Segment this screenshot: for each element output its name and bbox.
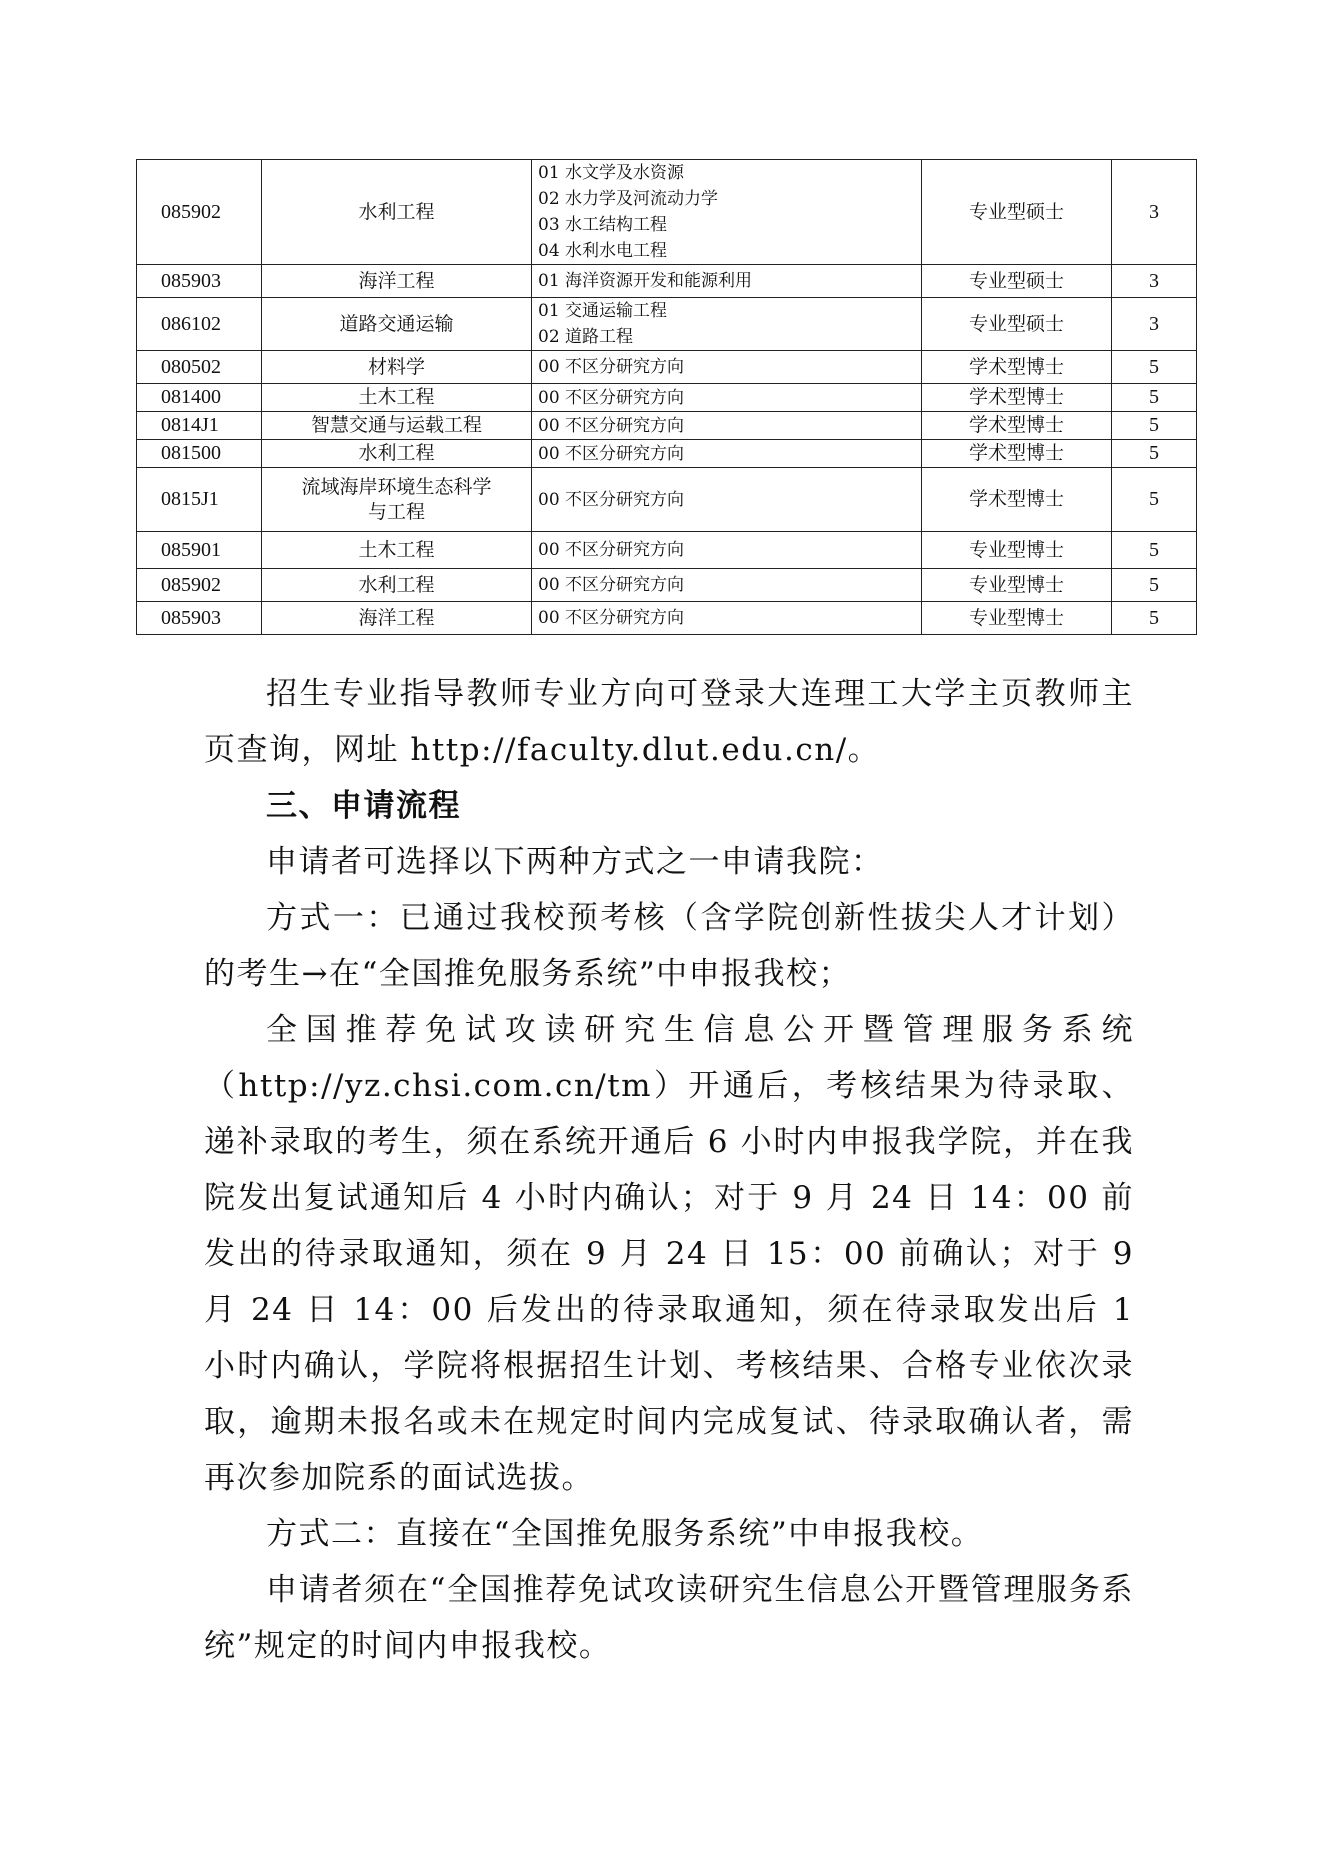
research-direction-line: 00 不区分研究方向 (538, 575, 685, 595)
duration-years-cell: 3 (1112, 265, 1197, 298)
major-name-line: 水利工程 (358, 573, 435, 596)
table-row (137, 160, 1197, 265)
research-direction-line: 01 交通运输工程 (538, 301, 668, 321)
major-name-cell (262, 468, 532, 532)
table-row (137, 412, 1197, 440)
research-direction-line: 00 不区分研究方向 (538, 540, 685, 560)
table-row (137, 569, 1197, 602)
research-direction-line: 00 不区分研究方向 (538, 443, 685, 464)
duration-years-cell: 5 (1112, 602, 1197, 635)
research-direction-cell (532, 351, 922, 384)
body-text (204, 666, 1134, 1674)
degree-type-cell: 专业型博士 (922, 569, 1112, 602)
research-direction-line: 02 道路工程 (538, 327, 634, 347)
major-name-cell (262, 351, 532, 384)
major-code-cell: 080502 (137, 351, 262, 384)
research-direction-line: 02 水力学及河流动力学 (538, 189, 719, 209)
research-direction-line: 00 不区分研究方向 (538, 608, 685, 628)
table-row (137, 468, 1197, 532)
major-name-line: 土木工程 (358, 386, 435, 408)
degree-type-cell: 专业型博士 (922, 602, 1112, 635)
major-name-line: 水利工程 (358, 442, 435, 464)
degree-type-cell: 学术型博士 (922, 384, 1112, 412)
major-code-cell: 086102 (137, 298, 262, 351)
major-name-cell (262, 440, 532, 468)
degree-type-cell: 学术型博士 (922, 351, 1112, 384)
duration-years-cell: 5 (1112, 351, 1197, 384)
research-direction-cell (532, 298, 922, 351)
major-name-cell (262, 160, 532, 265)
major-name-line: 与工程 (367, 500, 425, 523)
table-row (137, 440, 1197, 468)
research-direction-cell (532, 532, 922, 569)
research-direction-cell (532, 384, 922, 412)
intro-paragraph: 申请者可选择以下两种方式之一申请我院： (266, 844, 884, 880)
major-name-line: 土木工程 (358, 538, 435, 561)
method1-paragraph: 方式一：已通过我校预考核（含学院创新性拔尖人才计划）的考生→在“全国推免服务系统”中申报我校； (204, 900, 1134, 992)
table-row (137, 351, 1197, 384)
degree-type-cell: 专业型硕士 (922, 298, 1112, 351)
method1-detail-paragraph: 全国推荐免试攻读研究生信息公开暨管理服务系统（http://yz.chsi.com.cn/tm）开通后，考核结果为待录取、递补录取的考生，须在系统开通后 6 小时内申报我学院，并在我院发出复试通知后 4 小时内确认；对于 9 月 24 日 14：00 前发出的待录取通知，须在 9 月 24 日 15：00 前确认；对于 9 月 24 日 14：00 后发出的待录取通知，须在待录取发出后 1 小时内确认，学院将根据招生计划、考核结果、合格专业依次录取，逾期未报名或未在规定时间内完成复试、待录取确认者，需再次参加院系的面试选拔。 (204, 1012, 1134, 1496)
research-direction-cell (532, 602, 922, 635)
major-name-cell (262, 569, 532, 602)
duration-years-cell: 5 (1112, 440, 1197, 468)
duration-years-cell: 5 (1112, 569, 1197, 602)
method2-paragraph: 方式二：直接在“全国推免服务系统”中申报我校。 (266, 1516, 984, 1552)
duration-years-cell: 3 (1112, 298, 1197, 351)
degree-type-cell: 专业型硕士 (922, 160, 1112, 265)
duration-years-cell: 5 (1112, 532, 1197, 569)
duration-years-cell: 5 (1112, 468, 1197, 532)
research-direction-line: 04 水利水电工程 (538, 241, 668, 261)
method2-detail-paragraph: 申请者须在“全国推荐免试攻读研究生信息公开暨管理服务系统”规定的时间内申报我校。 (204, 1572, 1134, 1664)
research-direction-cell (532, 468, 922, 532)
major-name-line: 水利工程 (358, 200, 435, 223)
research-direction-line: 01 水文学及水资源 (538, 163, 685, 183)
major-name-line: 智慧交通与运载工程 (310, 414, 482, 436)
major-code-cell: 085901 (137, 532, 262, 569)
duration-years-cell: 3 (1112, 160, 1197, 265)
duration-years-cell: 5 (1112, 384, 1197, 412)
major-code-cell: 081500 (137, 440, 262, 468)
duration-years-cell: 5 (1112, 412, 1197, 440)
major-name-cell (262, 298, 532, 351)
majors-table-body (137, 160, 1197, 635)
major-code-cell: 085902 (137, 569, 262, 602)
research-direction-line: 00 不区分研究方向 (538, 387, 685, 408)
research-direction-line: 00 不区分研究方向 (538, 357, 685, 377)
major-name-cell (262, 265, 532, 298)
section-heading: 三、申请流程 (266, 788, 461, 824)
degree-type-cell: 专业型硕士 (922, 265, 1112, 298)
major-code-cell: 081400 (137, 384, 262, 412)
research-direction-cell (532, 160, 922, 265)
degree-type-cell: 学术型博士 (922, 468, 1112, 532)
major-name-line: 海洋工程 (358, 269, 435, 292)
degree-type-cell: 专业型博士 (922, 532, 1112, 569)
major-code-cell: 0815J1 (137, 468, 262, 532)
major-name-cell (262, 532, 532, 569)
major-name-cell (262, 412, 532, 440)
table-row (137, 265, 1197, 298)
degree-type-cell: 学术型博士 (922, 412, 1112, 440)
research-direction-line: 00 不区分研究方向 (538, 489, 685, 510)
research-direction-line: 03 水工结构工程 (538, 215, 668, 235)
table-row (137, 602, 1197, 635)
table-row (137, 384, 1197, 412)
major-name-cell (262, 384, 532, 412)
faculty-paragraph: 招生专业指导教师专业方向可登录大连理工大学主页教师主页查询，网址 http://faculty.dlut.edu.cn/。 (204, 676, 1134, 768)
major-code-cell: 085903 (137, 265, 262, 298)
major-name-line: 流域海岸环境生态科学 (301, 475, 492, 498)
table-row (137, 532, 1197, 569)
major-name-cell (262, 602, 532, 635)
degree-type-cell: 学术型博士 (922, 440, 1112, 468)
major-code-cell: 0814J1 (137, 412, 262, 440)
major-code-cell: 085903 (137, 602, 262, 635)
research-direction-line: 01 海洋资源开发和能源利用 (538, 271, 753, 291)
research-direction-cell (532, 569, 922, 602)
major-code-cell: 085902 (137, 160, 262, 265)
major-name-line: 材料学 (367, 355, 425, 378)
table-row (137, 298, 1197, 351)
majors-table (136, 159, 1197, 635)
major-name-line: 海洋工程 (358, 606, 435, 629)
research-direction-cell (532, 440, 922, 468)
major-name-line: 道路交通运输 (339, 312, 454, 335)
research-direction-cell (532, 412, 922, 440)
research-direction-line: 00 不区分研究方向 (538, 415, 685, 436)
research-direction-cell (532, 265, 922, 298)
